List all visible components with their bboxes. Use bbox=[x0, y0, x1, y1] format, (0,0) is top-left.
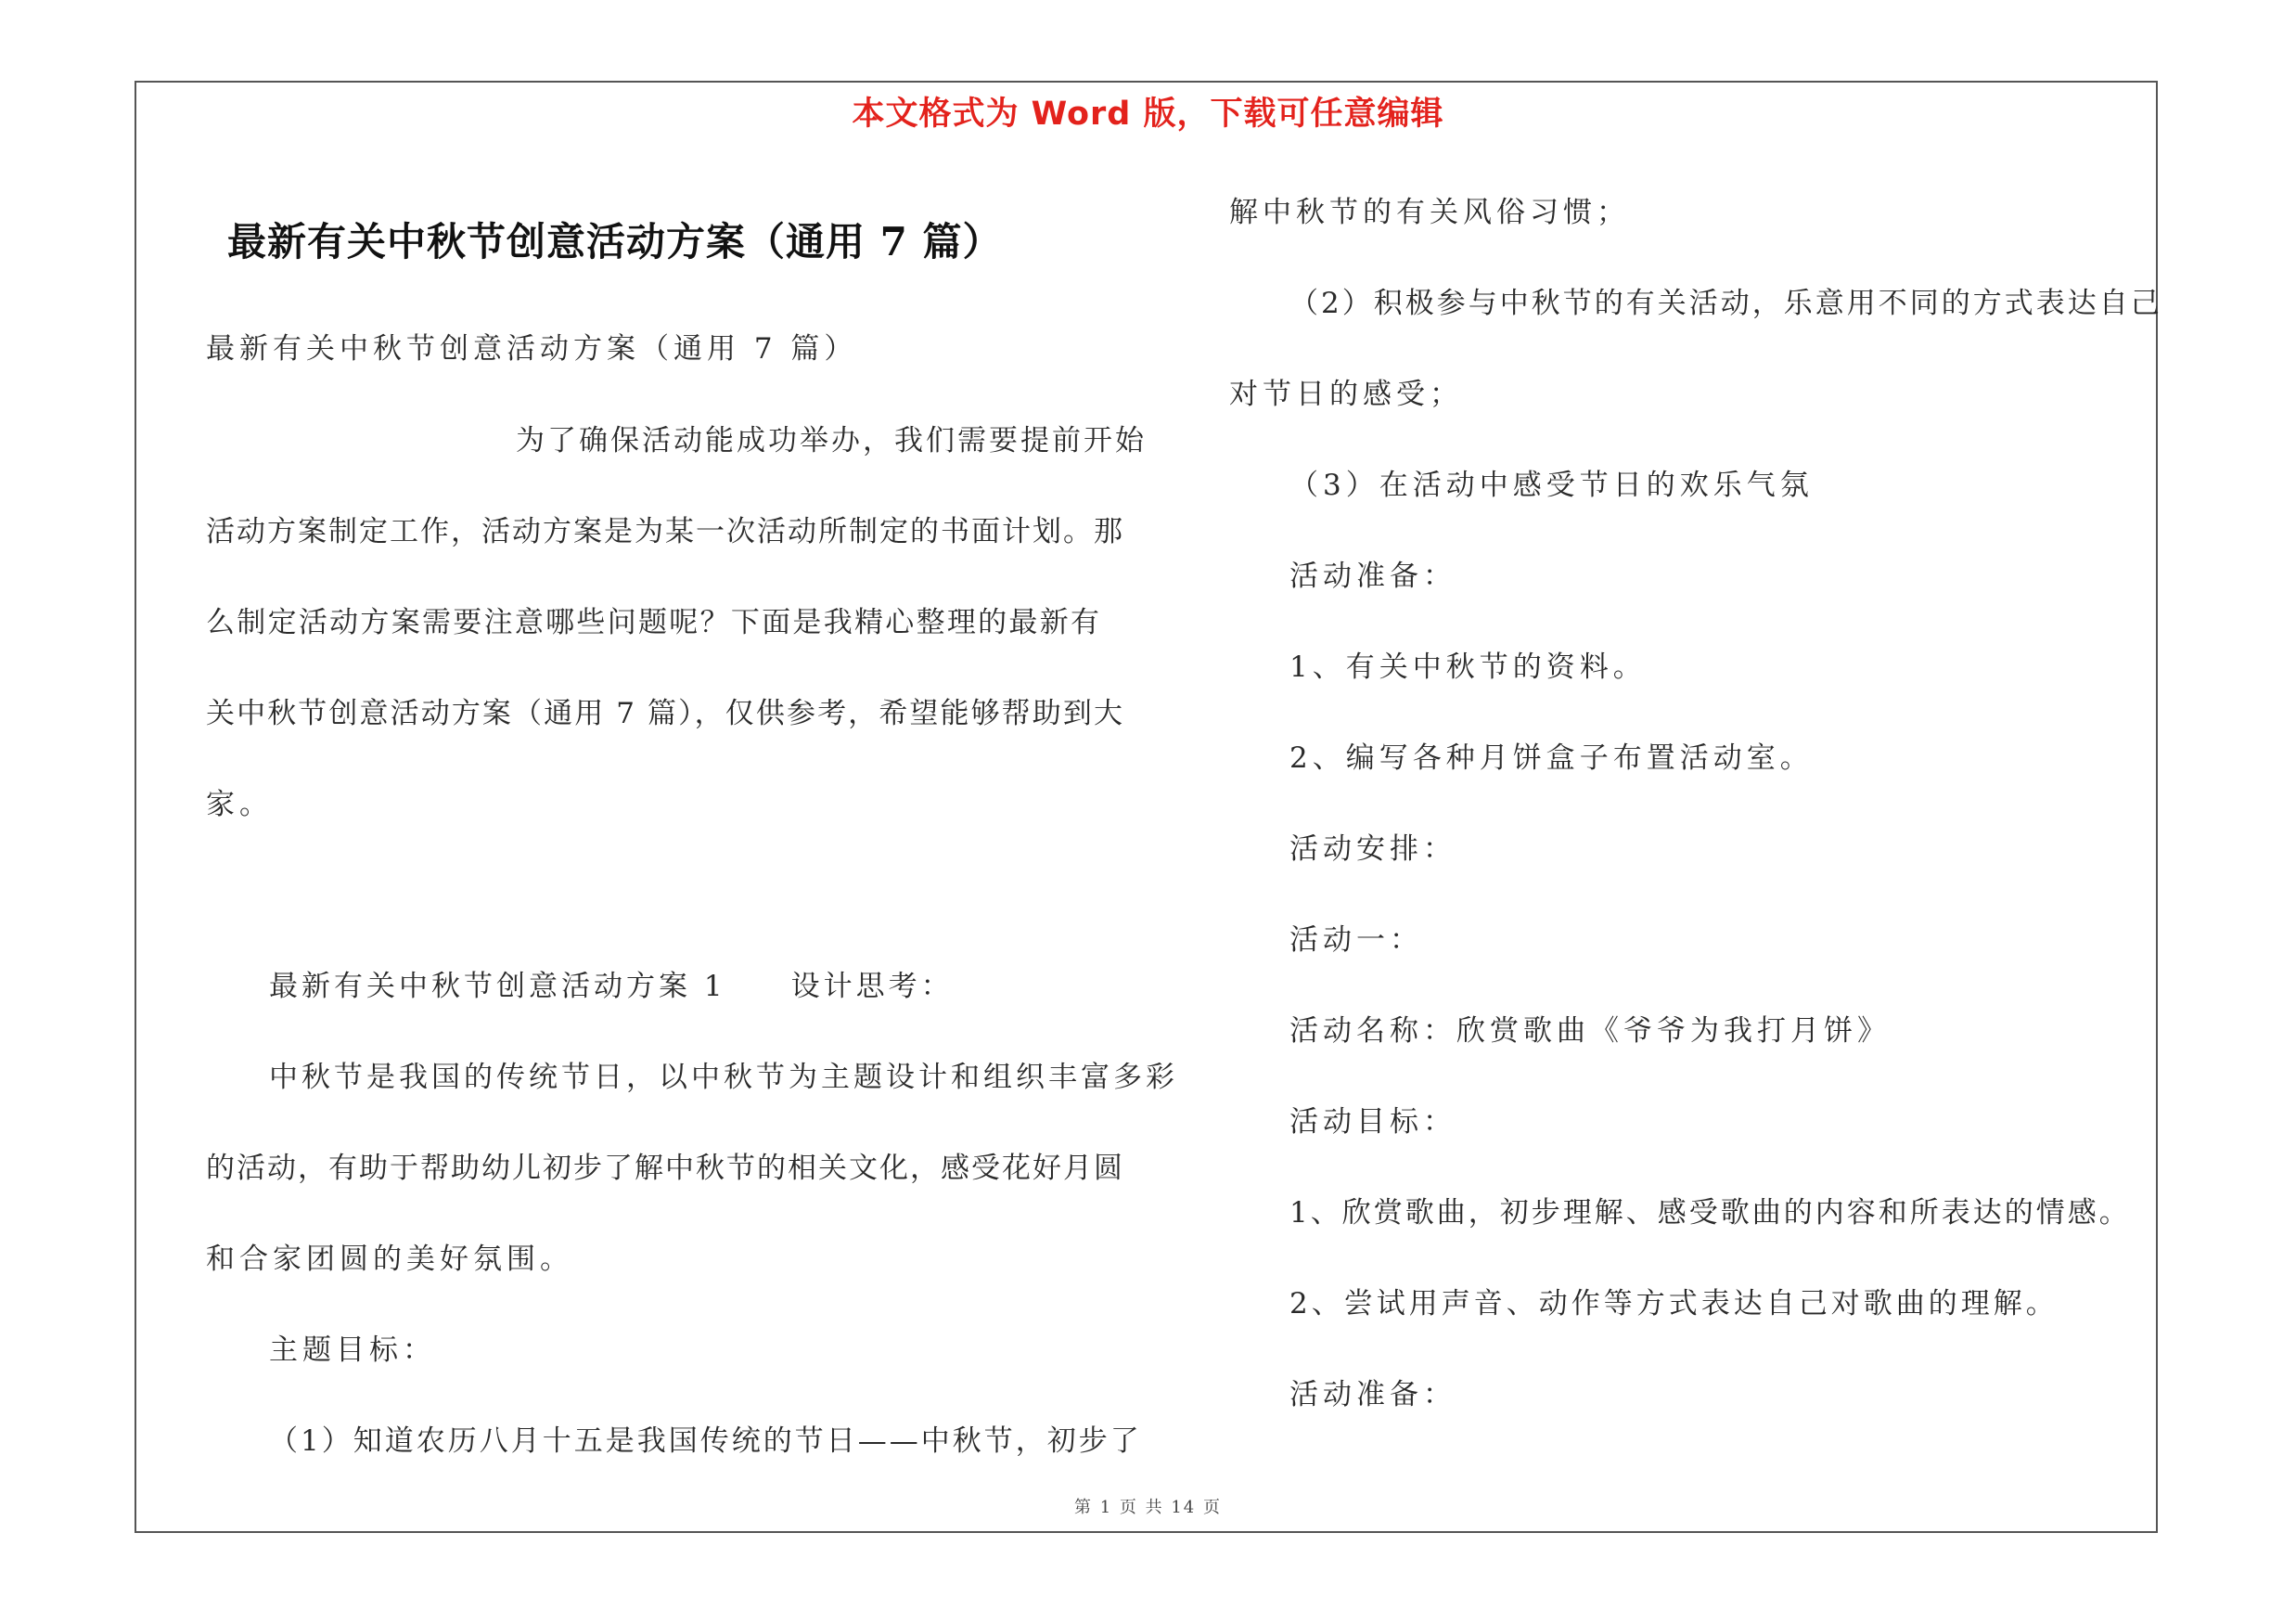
body-line: 2、编写各种月饼盒子布置活动室。 bbox=[1289, 741, 1814, 775]
body-line: （2）积极参与中秋节的有关活动，乐意用不同的方式表达自己 bbox=[1289, 287, 2162, 320]
body-line: 活动名称：欣赏歌曲《爷爷为我打月饼》 bbox=[1289, 1014, 1891, 1048]
body-line: 对节日的感受； bbox=[1229, 378, 1463, 411]
page-number: 第 1 页 共 14 页 bbox=[1074, 1498, 1222, 1517]
body-line: 和合家团圆的美好氛围。 bbox=[206, 1243, 573, 1276]
body-line: 主题目标： bbox=[269, 1333, 436, 1367]
body-line: 活动一： bbox=[1289, 923, 1423, 957]
body-line: 活动准备： bbox=[1289, 1378, 1456, 1411]
intro-line: 么制定活动方案需要注意哪些问题呢？下面是我精心整理的最新有 bbox=[206, 606, 1101, 639]
intro-line: 关中秋节创意活动方案（通用 7 篇），仅供参考，希望能够帮助到大 bbox=[206, 697, 1124, 730]
body-line: 的活动，有助于帮助幼儿初步了解中秋节的相关文化，感受花好月圆 bbox=[206, 1152, 1124, 1185]
intro-line: 活动方案制定工作，活动方案是为某一次活动所制定的书面计划。那 bbox=[206, 515, 1124, 548]
intro-line: 家。 bbox=[206, 788, 273, 821]
body-line: 解中秋节的有关风俗习惯； bbox=[1229, 196, 1630, 229]
intro-line: 为了确保活动能成功举办，我们需要提前开始 bbox=[516, 424, 1147, 457]
subtitle-line: 最新有关中秋节创意活动方案（通用 7 篇） bbox=[206, 332, 858, 366]
body-line: （1）知道农历八月十五是我国传统的节日——中秋节，初步了 bbox=[269, 1424, 1142, 1458]
body-line: 1、欣赏歌曲，初步理解、感受歌曲的内容和所表达的情感。 bbox=[1289, 1196, 2131, 1230]
body-line: 活动准备： bbox=[1289, 560, 1456, 593]
format-notice: 本文格式为 Word 版，下载可任意编辑 bbox=[852, 96, 1444, 133]
body-line: 活动目标： bbox=[1289, 1105, 1456, 1139]
body-line: 2、尝试用声音、动作等方式表达自己对歌曲的理解。 bbox=[1289, 1287, 2059, 1320]
document-title: 最新有关中秋节创意活动方案（通用 7 篇） bbox=[227, 219, 1003, 264]
section-heading: 最新有关中秋节创意活动方案 1 设计思考： bbox=[269, 970, 954, 1003]
body-line: （3）在活动中感受节日的欢乐气氛 bbox=[1289, 469, 1814, 502]
body-line: 1、有关中秋节的资料。 bbox=[1289, 650, 1647, 684]
body-line: 活动安排： bbox=[1289, 832, 1456, 866]
body-line: 中秋节是我国的传统节日，以中秋节为主题设计和组织丰富多彩 bbox=[269, 1061, 1178, 1094]
